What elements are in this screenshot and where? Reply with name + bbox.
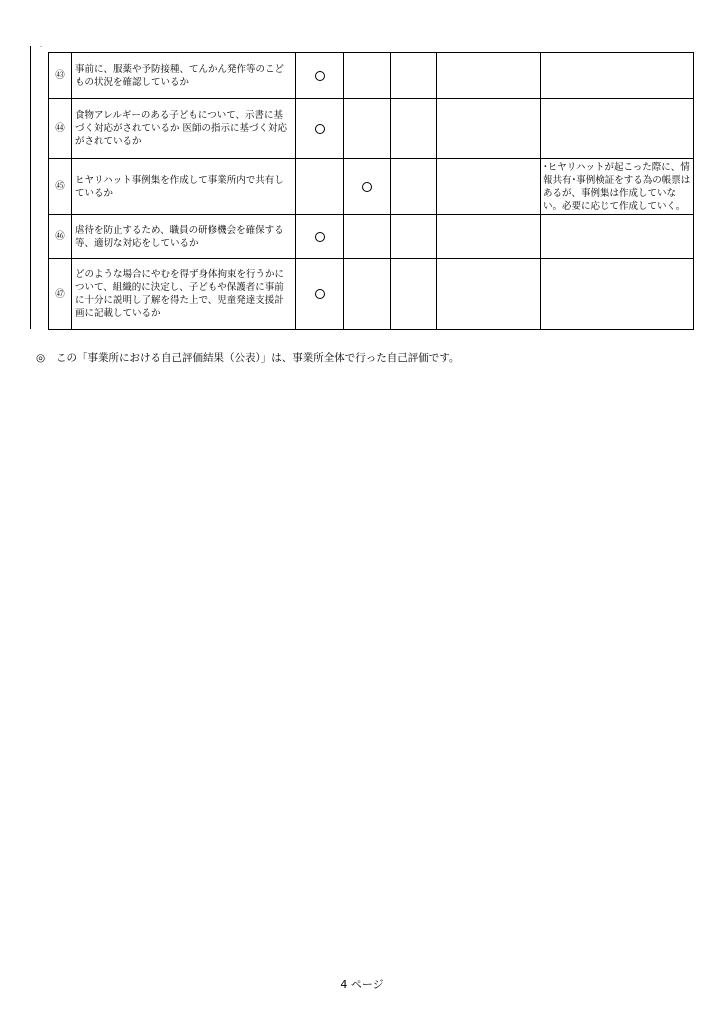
table-row	[49, 99, 694, 159]
answer-cell-3	[391, 159, 437, 215]
bracket-mark: ·	[40, 44, 42, 51]
evaluation-table	[48, 52, 694, 330]
remark-text	[541, 99, 694, 159]
footnote	[36, 350, 459, 365]
question-text: 食物アレルギーのある子どもについて、示書に基づく対応がされているか 医師の指示に基づく対応がされているか	[72, 99, 296, 159]
table-row	[49, 259, 694, 330]
answer-cell-2	[344, 99, 391, 159]
footnote-text: この「事業所における自己評価結果（公表）」は、事業所全体で行った自己評価です。	[56, 352, 460, 364]
item-number: ㊼	[49, 259, 72, 330]
question-text: 虐待を防止するため、職員の研修機会を確保する等、適切な対応をしているか	[72, 215, 296, 259]
item-number: ㊺	[49, 159, 72, 215]
answer-cell-1	[296, 53, 344, 99]
circle-icon	[362, 182, 372, 192]
answer-cell-4	[437, 159, 541, 215]
question-text: どのような場合にやむを得ず身体拘束を行うかについて、組織的に決定し、子どもや保護者に事前に十分に説明し了解を得た上で、児童発達支援計画に記載しているか	[72, 259, 296, 330]
answer-cell-1	[296, 259, 344, 330]
answer-cell-2	[344, 159, 391, 215]
evaluation-rows	[49, 53, 694, 330]
circle-icon	[315, 71, 325, 81]
page-number: 4 ページ	[340, 978, 384, 991]
circle-icon	[315, 124, 325, 134]
question-text: 事前に、服薬や予防接種、てんかん発作等のこどもの状況を確認しているか	[72, 53, 296, 99]
answer-cell-2	[344, 259, 391, 330]
remark-text	[541, 259, 694, 330]
table-row	[49, 159, 694, 215]
answer-cell-2	[344, 53, 391, 99]
answer-cell-4	[437, 215, 541, 259]
table-row	[49, 215, 694, 259]
answer-cell-4	[437, 259, 541, 330]
double-circle-icon: ◎	[36, 352, 46, 364]
remark-text	[541, 215, 694, 259]
remark-text	[541, 53, 694, 99]
item-number: ㊹	[49, 99, 72, 159]
answer-cell-1	[296, 99, 344, 159]
item-number: ㊻	[49, 215, 72, 259]
answer-cell-2	[344, 215, 391, 259]
answer-cell-3	[391, 99, 437, 159]
circle-icon	[315, 232, 325, 242]
remark-text: ･ヒヤリハットが起こった際に、情報共有･事例検証をする為の帳票はあるが、事例集は作成していない。必要に応じて作成していく。	[541, 159, 694, 215]
table-row	[49, 53, 694, 99]
answer-cell-1	[296, 159, 344, 215]
question-text: ヒヤリハット事例集を作成して事業所内で共有しているか	[72, 159, 296, 215]
answer-cell-3	[391, 53, 437, 99]
circle-icon	[315, 289, 325, 299]
answer-cell-1	[296, 215, 344, 259]
answer-cell-4	[437, 53, 541, 99]
answer-cell-3	[391, 259, 437, 330]
item-number: ㊸	[49, 53, 72, 99]
answer-cell-4	[437, 99, 541, 159]
answer-cell-3	[391, 215, 437, 259]
